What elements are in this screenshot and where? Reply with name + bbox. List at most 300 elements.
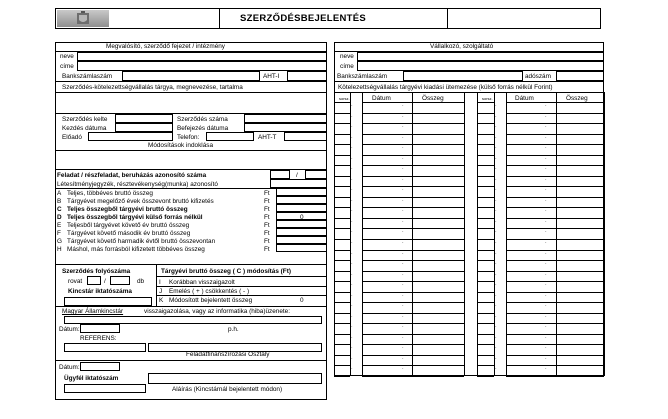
schedule-marker: · [351,124,353,131]
l-line [156,264,157,306]
schedule-row-line [477,302,494,303]
row-letter: F [57,230,61,237]
bankszamla-label: Bankszámlaszám [62,73,113,80]
telefon-input[interactable] [206,132,254,141]
kelte-input[interactable] [115,114,173,123]
modify-letter: J [159,288,163,295]
schedule-row-line [362,323,412,324]
db-label: db [137,278,145,285]
schedule-row-line [334,134,350,135]
schedule-row-line [334,155,350,156]
bankszamla-input[interactable] [122,71,260,81]
schedule-marker: · [402,166,404,173]
schedule-row-line [506,123,556,124]
right-cime-input[interactable] [357,61,604,71]
schedule-row-line [362,165,412,166]
schedule-row-line [556,313,604,314]
schedule-marker: · [495,334,497,341]
schedule-marker: · [351,313,353,320]
schedule-row-line [556,186,604,187]
schedule-row-line [412,239,464,240]
r-line [334,81,604,82]
aht-i-input[interactable] [287,71,327,81]
schedule-marker: · [545,324,547,331]
ugyfel-input[interactable] [64,384,146,393]
kincstar-iktato-label: Kincstár iktatószáma [68,288,132,295]
schedule-row-line [506,250,556,251]
rovat-label: rovat [68,278,83,285]
schedule-row-line [477,186,494,187]
l-line [55,306,327,307]
schedule-row-line [334,323,350,324]
schedule-row-line [506,323,556,324]
schedule-marker: · [495,292,497,299]
row-value[interactable] [276,236,327,244]
schedule-marker: · [402,218,404,225]
kezdes-label: Kezdés dátuma [62,125,107,132]
schedule-row-line [412,271,464,272]
letesitmeny-label: Létesítményjegyzék, résztevékenység(munka) azonosító [57,181,218,188]
schedule-row-line [334,197,350,198]
schedule-row-line [334,186,350,187]
schedule-marker: · [402,313,404,320]
modify-label: Emelés ( + ) csökkentés ( - ) [169,288,250,295]
feladatfin-label: Feladatfinanszírozási Osztály [186,351,270,358]
eloado-label: Előadó [62,134,82,141]
row-value[interactable] [276,228,327,236]
neve-input[interactable] [77,52,327,61]
schedule-row-line [334,260,350,261]
schedule-row-line [506,228,556,229]
aht-t-input[interactable] [284,132,327,141]
schedule-row-line [477,113,494,114]
magyar-allamkincstar-label: Magyar Államkincstár [62,308,124,315]
schedule-row-line [412,313,464,314]
schedule-row-line [477,334,494,335]
schedule-marker: · [351,103,353,109]
befejezes-input[interactable] [244,123,327,132]
schedule-row-line [556,176,604,177]
schedule-row-line [412,218,464,219]
schedule-marker: · [545,134,547,141]
schedule-row-line [412,250,464,251]
schedule-row-line [412,207,464,208]
schedule-marker: · [402,155,404,162]
schedule-row-line [362,155,412,156]
schedule-title: Kötelezettségvállalás tárgyévi kiadási ütemezése (külső forrás nélkül Forint) [338,84,553,91]
schedule-row-line [477,376,494,377]
schedule-marker: · [545,345,547,352]
schedule-marker: · [495,124,497,131]
schedule-row-line [412,292,464,293]
schedule-marker: · [495,240,497,246]
schedule-row-line [506,134,556,135]
section2-title: Szerződés-kötelezettségvállalás tárgya, megnevezése, tartalma [62,84,243,91]
schedule-row-line [362,113,412,114]
row-letter: C [57,206,62,213]
schedule-marker: · [402,197,404,204]
telefon-label: Telefon: [177,134,200,141]
schedule-marker: · [545,282,547,289]
schedule-marker: · [495,113,497,120]
schedule-row-line [506,355,556,356]
schedule-marker: · [402,240,404,246]
kezdes-input[interactable] [115,123,173,132]
schedule-row-line [556,144,604,145]
schedule-marker: · [495,103,497,109]
schedule-marker: · [545,334,547,341]
schedule-row-line [556,239,604,240]
schedule-row-line [477,281,494,282]
schedule-marker: · [545,145,547,152]
schedule-marker: · [495,197,497,204]
schedule-row-line [334,102,350,103]
schedule-marker: · [495,145,497,152]
feladat-input[interactable] [270,170,290,179]
adoszam-input[interactable] [556,71,604,81]
neve-label: neve [60,53,74,60]
schedule-row-line [334,376,350,377]
datum2-input[interactable] [80,362,120,371]
schedule-row-line [334,292,350,293]
schedule-row-line [506,176,556,177]
schedule-row-line [556,165,604,166]
kelte-label: Szerződés kelte [62,116,108,123]
szama-input[interactable] [244,114,327,123]
schedule-marker: · [402,355,404,362]
schedule-marker: · [495,134,497,141]
schedule-row-line [556,365,604,366]
schedule-row-line [477,355,494,356]
row-unit: Ft [264,238,270,245]
col-osszeg-header: Összeg [422,95,444,102]
schedule-marker: · [495,313,497,320]
schedule-marker: · [402,282,404,289]
row-label: Tárgyévet követő második év bruttó összeg [67,230,191,237]
schedule-row-line [506,313,556,314]
row-value-text: 0 [300,214,304,221]
modify-value: 0 [300,297,304,304]
schedule-marker: · [545,218,547,225]
schedule-marker: · [351,166,353,173]
schedule-row-line [477,134,494,135]
schedule-marker: · [351,113,353,120]
right-bankszamla-label: Bankszámlaszám [337,73,388,80]
modify-label: Korábban visszaigazolt [169,279,235,286]
schedule-row-line [412,323,464,324]
reszfeladat-input[interactable] [305,170,327,179]
schedule-marker: · [351,197,353,204]
schedule-row-line [334,313,350,314]
kincstar-iktato-input[interactable] [64,297,152,306]
schedule-row-line [412,155,464,156]
schedule-marker: · [351,218,353,225]
schedule-row-line [477,218,494,219]
schedule-row-line [412,123,464,124]
row-letter: G [57,238,62,245]
schedule-marker: · [545,187,547,194]
rovat-input-2[interactable] [110,276,130,285]
modify-label: Módosított bejelentett összeg [169,297,253,304]
schedule-marker: · [402,324,404,331]
schedule-row-line [556,123,604,124]
col-no-header: sorsz. [339,96,350,101]
schedule-row-line [506,281,556,282]
schedule-row-line [362,144,412,145]
schedule-row-line [362,355,412,356]
schedule-row-line [362,123,412,124]
schedule-row-line [334,344,350,345]
form-title: SZERZŐDÉSBEJELENTÉS [240,13,367,24]
schedule-marker: · [351,229,353,236]
schedule-marker: · [495,218,497,225]
schedule-row-line [412,197,464,198]
alairas-label: Aláírás (Kincstárnál bejelentett módon) [172,386,283,393]
schedule-row-line [362,260,412,261]
schedule-row-line [506,376,556,377]
schedule-marker: · [351,261,353,268]
feladat-slash: / [296,172,298,179]
ugyfel-label: Ügyfél iktatószám [64,375,119,382]
schedule-row-line [556,292,604,293]
col-no-header: sorsz. [482,96,493,101]
schedule-marker: · [402,303,404,310]
referens-input[interactable] [64,343,146,352]
schedule-marker: · [351,155,353,162]
schedule-marker: · [402,250,404,257]
schedule-marker: · [351,187,353,194]
schedule-row-line [412,302,464,303]
schedule-row-line [362,102,412,103]
rovat-slash: / [104,278,106,285]
schedule-marker: · [351,366,353,373]
row-value[interactable] [276,204,327,212]
schedule-marker: · [495,187,497,194]
row-label: Teljes, többéves bruttó összeg [67,190,153,197]
schedule-row-line [334,334,350,335]
schedule-marker: · [402,345,404,352]
schedule-marker: · [545,166,547,173]
schedule-marker: · [545,240,547,246]
l-line [55,264,327,265]
schedule-marker: · [545,229,547,236]
right-bankszamla-input[interactable] [403,71,523,81]
schedule-row-line [506,271,556,272]
row-label: Tárgyévet követő harmadik évtől bruttó összevontan [67,238,216,245]
schedule-marker: · [495,208,497,215]
schedule-marker: · [402,113,404,120]
row-letter: B [57,198,62,205]
schedule-row-line [334,176,350,177]
schedule-row-line [506,102,556,103]
schedule-row-line [506,165,556,166]
section1-title: Megvalósító, szerződő fejezet / intézmény [106,43,225,50]
modositasok-input[interactable] [55,150,327,170]
ph-label: p.h. [228,326,239,333]
schedule-row-line [506,334,556,335]
schedule-marker: · [545,250,547,257]
l-line [55,81,327,82]
schedule-row-line [477,123,494,124]
schedule-marker: · [402,334,404,341]
targy-input[interactable] [55,92,327,114]
schedule-marker: · [495,166,497,173]
schedule-marker: · [495,176,497,183]
schedule-row-line [556,334,604,335]
schedule-row-line [334,239,350,240]
schedule-row-line [506,260,556,261]
schedule-row-line [556,155,604,156]
schedule-col-line [604,92,605,376]
row-letter: H [57,246,62,253]
schedule-marker: · [545,271,547,278]
row-value[interactable] [276,244,327,252]
schedule-marker: · [351,145,353,152]
row-value[interactable] [276,196,327,204]
schedule-row-line [412,334,464,335]
schedule-marker: · [545,355,547,362]
schedule-marker: · [495,345,497,352]
alairas-input-2[interactable] [148,373,322,384]
modify-letter: I [159,279,161,286]
schedule-marker: · [545,366,547,373]
schedule-row-line [556,250,604,251]
schedule-row-line [412,102,464,103]
folyoszam-label: Szerződés folyószáma [62,268,131,275]
schedule-row-line [412,344,464,345]
schedule-marker: · [545,292,547,299]
datum2-label: Dátum: [59,364,80,371]
schedule-row-line [362,207,412,208]
right-neve-input[interactable] [357,52,604,61]
schedule-row-line [477,250,494,251]
eloado-input[interactable] [88,132,173,141]
col-osszeg-header: Összeg [566,95,588,102]
schedule-marker: · [351,303,353,310]
schedule-row-line [506,155,556,156]
schedule-row-line [477,176,494,177]
row-letter: D [57,214,62,221]
row-label: Máshol, más forrásból kifizetett többéves összeg [67,246,205,253]
schedule-row-line [477,197,494,198]
schedule-row-line [556,134,604,135]
adoszam-label: adószám [525,73,551,80]
r-line [334,92,604,93]
row-unit: Ft [264,230,270,237]
crest-logo [57,10,109,27]
schedule-row-line [412,355,464,356]
row-value[interactable] [276,188,327,196]
cime-label: címe [60,63,74,70]
schedule-marker: · [495,324,497,331]
l-line [55,360,327,361]
right-title: Vállalkozó, szolgáltató [430,43,494,50]
schedule-row-line [506,186,556,187]
schedule-row-line [334,302,350,303]
schedule-row-line [556,113,604,114]
row-unit: Ft [264,222,270,229]
schedule-row-line [477,313,494,314]
schedule-row-line [334,207,350,208]
schedule-row-line [362,365,412,366]
row-value[interactable] [276,220,327,228]
schedule-marker: · [351,271,353,278]
schedule-row-line [334,218,350,219]
schedule-marker: · [402,176,404,183]
schedule-row-line [334,113,350,114]
schedule-row-line [362,176,412,177]
schedule-marker: · [351,282,353,289]
schedule-row-line [556,260,604,261]
schedule-row-line [556,281,604,282]
aht-t-label: AHT-T [258,134,277,141]
schedule-marker: · [402,145,404,152]
cime-input[interactable] [77,61,327,71]
schedule-row-line [556,228,604,229]
schedule-marker: · [402,366,404,373]
header-divider-left [219,8,220,29]
schedule-row-line [556,207,604,208]
schedule-col-line [464,92,465,376]
schedule-row-line [556,344,604,345]
schedule-row-line [334,365,350,366]
schedule-marker: · [351,250,353,257]
row-label: Teljes összegből tárgyévi külső forrás nélkül [67,214,203,221]
schedule-marker: · [402,103,404,109]
feladat-label: Feladat / részfeladat, beruházás azonosító száma [57,172,207,179]
rovat-input[interactable] [87,276,101,285]
schedule-marker: · [402,208,404,215]
schedule-row-line [412,186,464,187]
schedule-row-line [477,165,494,166]
schedule-row-line [412,113,464,114]
schedule-row-line [477,365,494,366]
col-datum-header: Dátum [372,95,391,102]
schedule-marker: · [351,345,353,352]
schedule-row-line [477,260,494,261]
referens-label: REFERENS: [80,335,117,342]
schedule-row-line [477,292,494,293]
schedule-row-line [362,302,412,303]
schedule-marker: · [351,334,353,341]
schedule-row-line [556,218,604,219]
schedule-row-line [362,250,412,251]
schedule-marker: · [351,208,353,215]
schedule-row-line [362,292,412,293]
schedule-row-line [556,197,604,198]
datum-input[interactable] [80,324,120,333]
visszaigazolas-input[interactable] [64,316,322,324]
schedule-row-line [412,176,464,177]
row-unit: Ft [264,190,270,197]
schedule-row-line [412,365,464,366]
aht-i-label: AHT-I [263,73,280,80]
schedule-marker: · [545,197,547,204]
schedule-row-line [506,344,556,345]
row-unit: Ft [264,198,270,205]
schedule-row-line [506,197,556,198]
schedule-marker: · [351,134,353,141]
row-unit: Ft [264,206,270,213]
schedule-row-line [506,302,556,303]
schedule-row-line [412,165,464,166]
modify-letter: K [159,297,164,304]
schedule-row-line [506,218,556,219]
letesitmeny-input[interactable] [270,179,327,188]
schedule-marker: · [495,355,497,362]
schedule-row-line [362,218,412,219]
schedule-marker: · [495,155,497,162]
